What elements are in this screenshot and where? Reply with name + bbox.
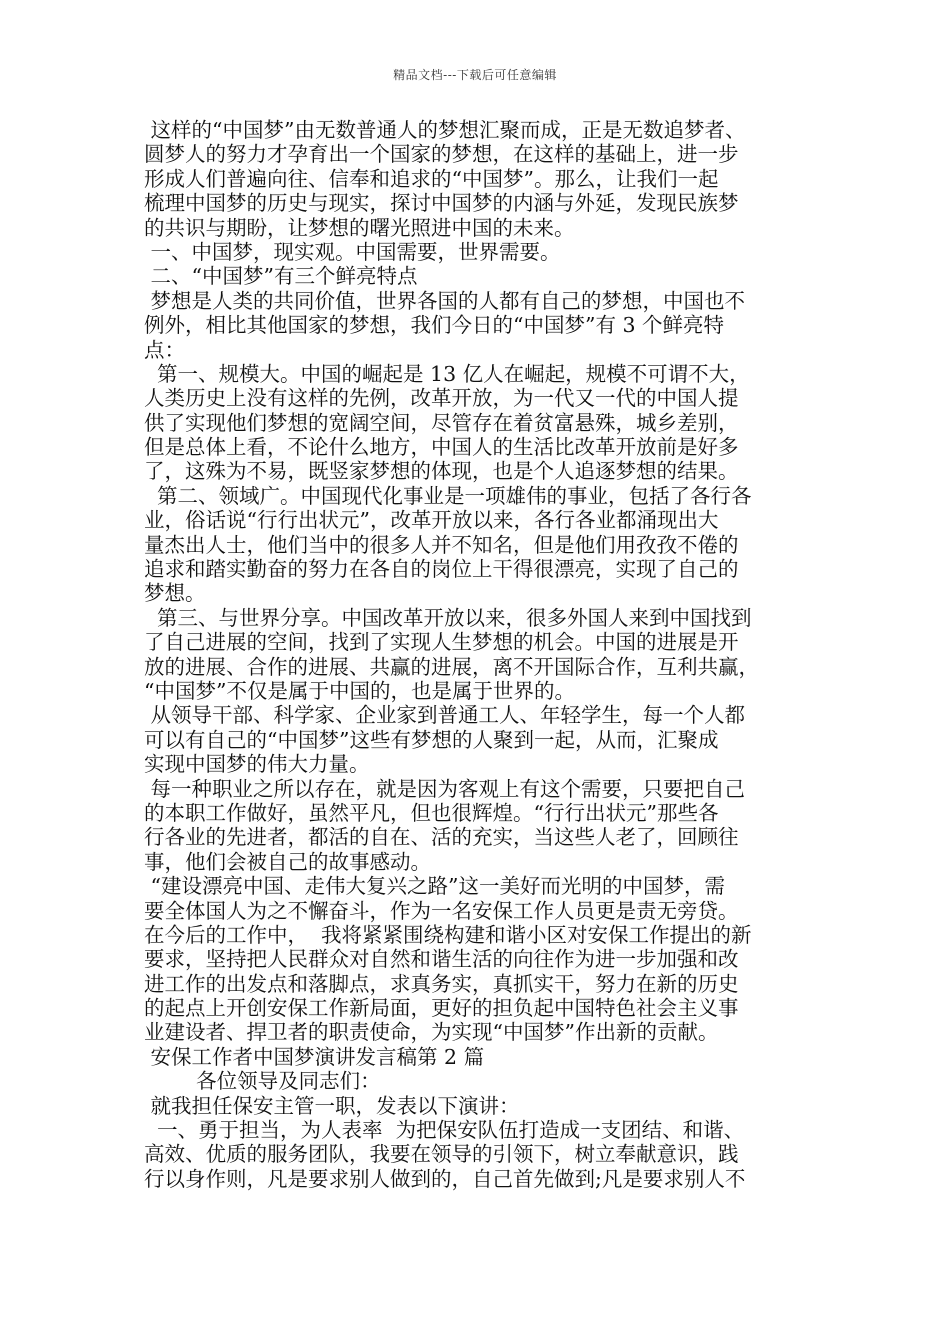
text-line: 追求和踏实勤奋的努力在各自的岗位上干得很漂亮，实现了自己的	[144, 557, 739, 582]
text-line: 行以身作则，凡是要求别人做到的，自己首先做到;凡是要求别人不	[144, 1166, 746, 1191]
text-line: 第三、与世界分享。中国改革开放以来，很多外国人来到中国找到	[144, 605, 752, 630]
text-line: 例外，相比其他国家的梦想，我们今日的“中国梦”有 3 个鲜亮特	[144, 313, 725, 338]
text-line: 高效、优质的服务团队，我要在领导的引领下，树立奉献意识，践	[144, 1142, 739, 1167]
text-line: 行各业的先进者，都活的自在、活的充实，当这些人老了，回顾往	[144, 825, 739, 850]
text-line: 梦想。	[144, 581, 206, 606]
text-line: 放的进展、合作的进展、共赢的进展，离不开国际合作，互利共赢，	[144, 654, 759, 679]
text-line: 事，他们会被自己的故事感动。	[144, 849, 431, 874]
text-line: 梳理中国梦的历史与现实，探讨中国梦的内涵与外延，发现民族梦	[144, 191, 739, 216]
text-line: 要全体国人为之不懈奋斗，作为一名安保工作人员更是责无旁贷。	[144, 898, 739, 923]
text-line: 这样的“中国梦”由无数普通人的梦想汇聚而成，正是无数追梦者、	[144, 118, 746, 142]
text-line: 业建设者、捍卫者的职责使命，为实现“中国梦”作出新的贡献。	[144, 1020, 719, 1045]
text-line: 进工作的出发点和落脚点，求真务实，真抓实干，努力在新的历史	[144, 971, 739, 996]
text-line: 点：	[144, 337, 185, 362]
text-line: 梦想是人类的共同价值，世界各国的人都有自己的梦想，中国也不	[144, 288, 746, 313]
text-line: 要求，坚持把人民群众对自然和谐生活的向往作为进一步加强和改	[144, 947, 739, 972]
text-line: 供了实现他们梦想的宽阔空间，尽管存在着贫富悬殊，城乡差别，	[144, 410, 739, 435]
text-line: 的本职工作做好，虽然平凡，但也很辉煌。“行行出状元”那些各	[144, 800, 719, 825]
text-line: 每一种职业之所以存在，就是因为客观上有这个需要，只要把自己	[144, 776, 746, 801]
text-line: 人类历史上没有这样的先例，改革开放，为一代又一代的中国人提	[144, 386, 739, 411]
text-line: 实现中国梦的伟大力量。	[144, 752, 370, 777]
text-line: “建设漂亮中国、走伟大复兴之路”这一美好而光明的中国梦，需	[144, 874, 725, 899]
text-line: 一、勇于担当，为人表率 为把保安队伍打造成一支团结、和谐、	[144, 1118, 745, 1143]
text-line: 第一、规模大。中国的崛起是 13 亿人在崛起，规模不可谓不大，	[144, 361, 750, 386]
text-line: 第二、领域广。中国现代化事业是一项雄伟的事业，包括了各行各	[144, 483, 752, 508]
text-line: 的起点上开创安保工作新局面，更好的担负起中国特色社会主义事	[144, 996, 739, 1021]
text-line: 就我担任保安主管一职，发表以下演讲：	[144, 1093, 520, 1118]
text-line: “中国梦”不仅是属于中国的，也是属于世界的。	[144, 678, 575, 703]
text-line: 量杰出人士，他们当中的很多人并不知名，但是他们用孜孜不倦的	[144, 532, 739, 557]
text-line: 了，这殊为不易，既竖家梦想的体现，也是个人追逐梦想的结果。	[144, 459, 739, 484]
text-line: 可以有自己的“中国梦”这些有梦想的人聚到一起，从而，汇聚成	[144, 727, 719, 752]
text-line: 圆梦人的努力才孕育出一个国家的梦想，在这样的基础上，进一步	[144, 142, 739, 167]
document-body	[144, 118, 824, 1191]
text-line: 但是总体上看，不论什么地方，中国人的生活比改革开放前是好多	[144, 435, 739, 460]
text-line: 一、中国梦，现实观。中国需要，世界需要。	[144, 239, 561, 264]
text-line: 二、“中国梦”有三个鲜亮特点	[144, 264, 418, 289]
text-line: 各位领导及同志们：	[144, 1069, 381, 1094]
text-line: 在今后的工作中， 我将紧紧围绕构建和谐小区对安保工作提出的新	[144, 922, 752, 947]
text-line: 从领导干部、科学家、企业家到普通工人、年轻学生，每一个人都	[144, 703, 746, 728]
text-line: 形成人们普遍向往、信奉和追求的“中国梦”。那么，让我们一起	[144, 166, 719, 191]
text-line: 业，俗话说“行行出状元”，改革开放以来，各行各业都涌现出大	[144, 508, 719, 533]
text-line: 了自己进展的空间，找到了实现人生梦想的机会。中国的进展是开	[144, 630, 739, 655]
text-line: 的共识与期盼，让梦想的曙光照进中国的未来。	[144, 215, 575, 240]
text-line: 安保工作者中国梦演讲发言稿第 2 篇	[144, 1044, 485, 1069]
page-header: 精品文档---下载后可任意编辑	[393, 68, 557, 82]
